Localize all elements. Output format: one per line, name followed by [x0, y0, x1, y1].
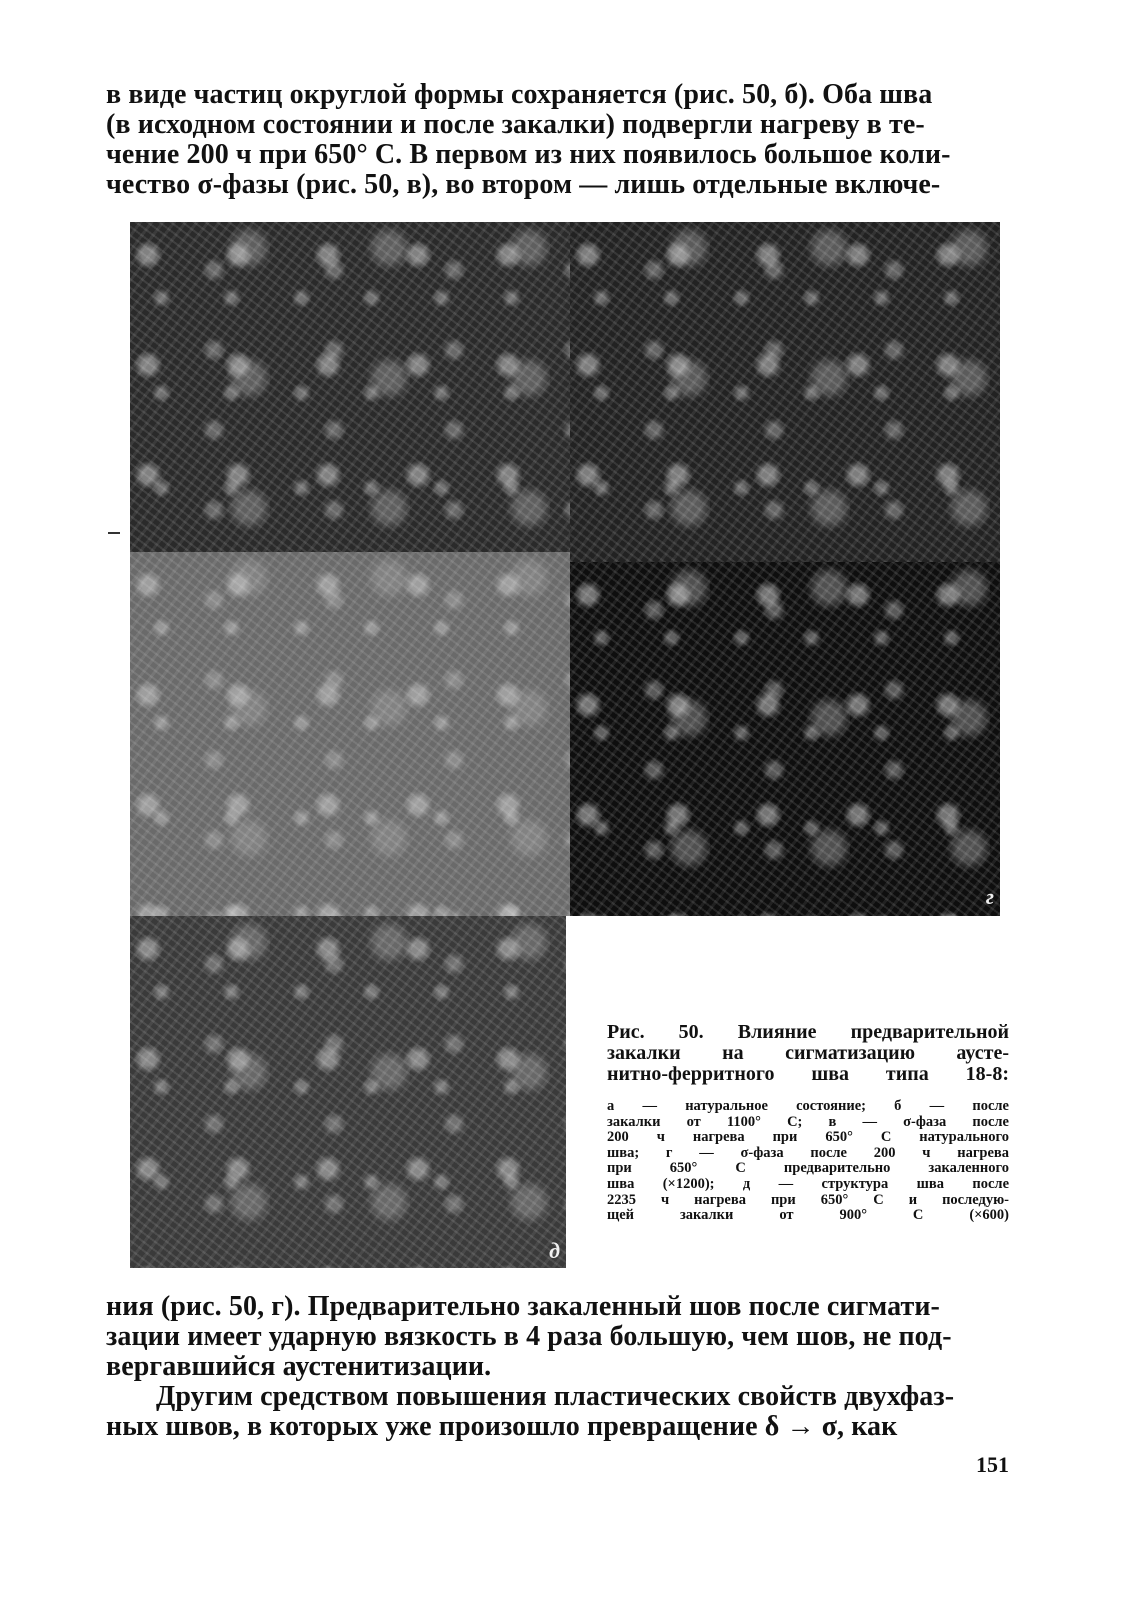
- text-line: Другим средством повышения пластических свойств двухфаз-: [156, 1381, 955, 1412]
- text-line: чение 200 ч при 650° С. В первом из них появилось большое коли-: [106, 139, 951, 170]
- caption-body-line: щей закалки от 900° С (×600): [607, 1207, 1009, 1224]
- page-number: 151: [976, 1452, 1009, 1477]
- text-line: (в исходном состоянии и после закалки) подвергли нагреву в те-: [106, 109, 925, 140]
- top-paragraph: [106, 80, 1016, 200]
- caption-body: [607, 1099, 1009, 1224]
- text-line: зации имеет ударную вязкость в 4 раза большую, чем шов, не под-: [106, 1321, 952, 1352]
- caption-body-line: шва; г — σ-фаза после 200 ч нагрева: [607, 1144, 1009, 1161]
- micrograph-panel-d: [130, 916, 566, 1268]
- next-paragraph: [106, 1382, 1016, 1442]
- caption-body-line: 2235 ч нагрева при 650° С и последую-: [607, 1191, 1009, 1208]
- caption-body-line: шва (×1200); д — структура шва после: [607, 1175, 1009, 1192]
- caption-title: [607, 1022, 1009, 1085]
- bottom-paragraph: [106, 1292, 1016, 1382]
- caption-body-line: 200 ч нагрева при 650° С натурального: [607, 1129, 1009, 1146]
- micrograph-panel-b: [570, 222, 1000, 562]
- micrograph-panel-g: [570, 562, 1000, 916]
- caption-title-line: нитно-ферритного шва типа 18-8:: [607, 1063, 1009, 1085]
- text-line: в виде частиц округлой формы сохраняется (рис. 50, б). Оба шва: [106, 79, 933, 110]
- text-line: ных швов, в которых уже произошло превращение δ → σ, как: [106, 1411, 898, 1442]
- text-line: вергавшийся аустенитизации.: [106, 1351, 492, 1382]
- caption-body-line: а — натуральное состояние; б — после: [607, 1098, 1009, 1114]
- panel-letter-d: д: [549, 1238, 560, 1263]
- figure-caption: [607, 1022, 1009, 1224]
- panel-letter-g: г: [985, 884, 994, 909]
- caption-body-line: при 650° С предварительно закаленного: [607, 1160, 1009, 1177]
- caption-title-line: Рис. 50. Влияние предварительной: [607, 1021, 1009, 1043]
- caption-body-line: закалки от 1100° С; в — σ-фаза после: [607, 1113, 1009, 1130]
- text-line: ния (рис. 50, г). Предварительно закаленный шов после сигмати-: [106, 1291, 940, 1322]
- caption-title-line: закалки на сигматизацию аусте-: [607, 1042, 1009, 1064]
- margin-mark: [108, 532, 120, 534]
- micrograph-panel-a: [130, 222, 570, 552]
- micrograph-panel-v: [130, 552, 570, 916]
- text-line: чество σ-фазы (рис. 50, в), во втором — лишь отдельные включе-: [106, 169, 941, 200]
